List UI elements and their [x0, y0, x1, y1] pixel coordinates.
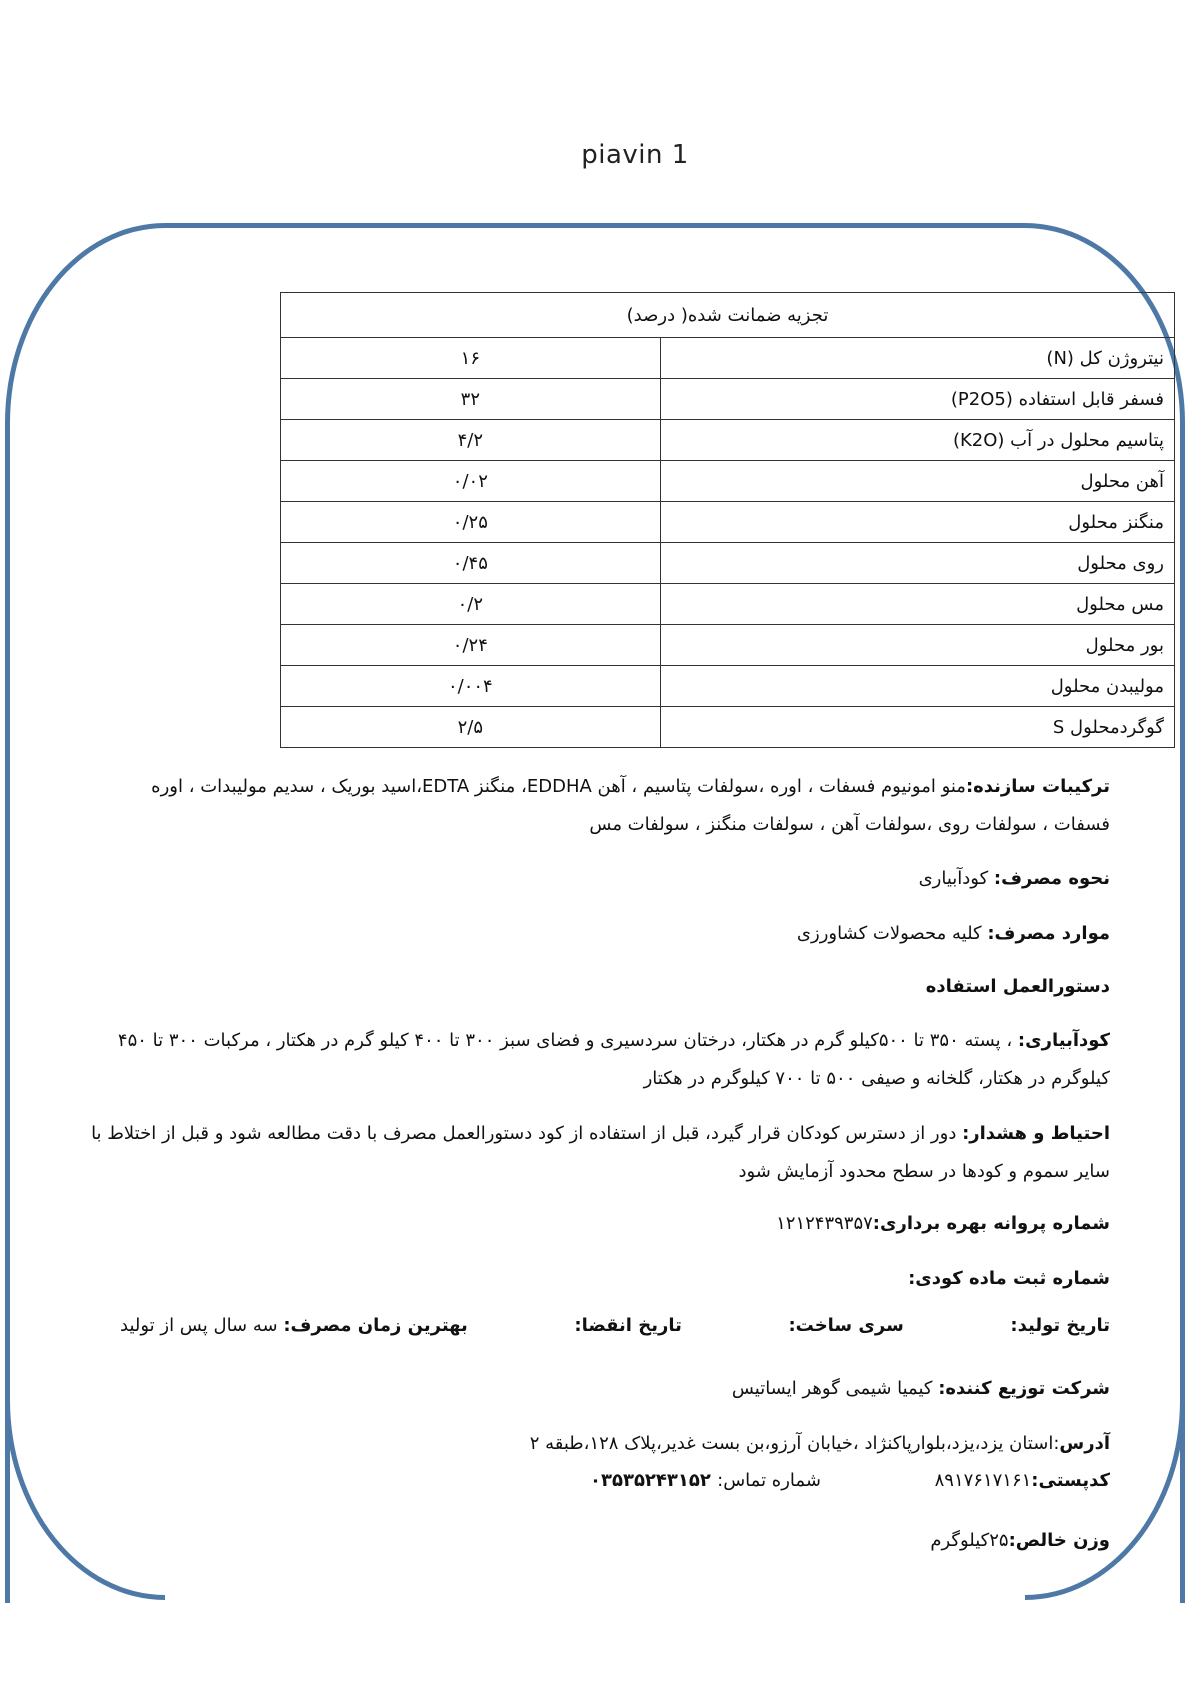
table-row: [281, 338, 1175, 379]
nutrient-name: نیتروژن کل (N): [660, 338, 1174, 379]
table-row: [281, 584, 1175, 625]
address-text: :استان یزد،یزد،بلوارپاکنژاد ،خیابان آرزو،بن بست غدیر،پلاک ۱۲۸،طبقه ۲: [529, 1433, 1060, 1454]
table-header-row: [281, 293, 1175, 338]
nutrient-value: ۰/۰۲: [281, 461, 661, 502]
table-header: تجزیه ضمانت شده( درصد): [281, 293, 1175, 338]
fertigation-text: ، پسته ۳۵۰ تا ۵۰۰کیلو گرم در هکتار، درختان سردسیری و فضای سبز ۳۰۰ تا ۴۰۰ کیلو گرم در هکتار ، مرکبات ۳۰۰ تا ۴۵۰ کیلوگرم در هکتار، گلخانه و صیفی ۵۰۰ تا ۷۰۰ کیلوگرم در هکتار: [117, 1030, 1110, 1089]
postal-label: کدپستی:: [1031, 1470, 1110, 1491]
fertigation-section: [90, 1022, 1110, 1098]
nutrient-name: روی محلول: [660, 543, 1174, 584]
address: [530, 1425, 1110, 1463]
nutrient-name: گوگردمحلول S: [660, 707, 1174, 748]
table-row: [281, 461, 1175, 502]
usage-text: کودآبیاری: [918, 868, 994, 889]
net-weight: [930, 1522, 1110, 1560]
warning-label: احتیاط و هشدار:: [962, 1123, 1110, 1144]
contact-row: [590, 1470, 1110, 1491]
nutrient-value: ۲/۵: [281, 707, 661, 748]
nutrient-name: مس محلول: [660, 584, 1174, 625]
usage-label: نحوه مصرف:: [993, 868, 1110, 889]
nutrient-value: ۴/۲: [281, 420, 661, 461]
table-row: [281, 502, 1175, 543]
license-value: ۱۲۱۲۴۳۹۳۵۷: [776, 1213, 873, 1234]
composition-text: منو امونیوم فسفات ، اوره ،سولفات پتاسیم ، آهن EDDHA، منگنز EDTA،اسید بوریک ، سدیم مولیبدات ، اوره فسفات ، سولفات روی ،سولفات آهن ، سولفات منگنز ، سولفات مس: [151, 776, 1110, 835]
nutrient-name: فسفر قابل استفاده (P2O5): [660, 379, 1174, 420]
nutrient-name: منگنز محلول: [660, 502, 1174, 543]
production-date-label: تاریخ تولید:: [1010, 1315, 1110, 1336]
usage-method: [919, 860, 1110, 898]
guaranteed-analysis-table: [280, 292, 1175, 748]
postal-code: [935, 1470, 1110, 1491]
composition-label: ترکیبات سازنده:: [965, 776, 1110, 797]
table-row: [281, 543, 1175, 584]
product-title: piavin 1: [581, 140, 689, 170]
table-row: [281, 707, 1175, 748]
best-use-label: بهترین زمان مصرف:: [283, 1315, 468, 1336]
instructions-heading: دستورالعمل استفاده: [925, 976, 1110, 997]
postal-value: ۸۹۱۷۶۱۷۱۶۱: [934, 1470, 1032, 1491]
table-row: [281, 666, 1175, 707]
nutrient-value: ۰/۴۵: [281, 543, 661, 584]
usage-scope: [797, 915, 1110, 953]
nutrient-name: مولیبدن محلول: [660, 666, 1174, 707]
warning-text: دور از دسترس کودکان قرار گیرد، قبل از استفاده از کود دستورالعمل مصرف با دقت مطالعه شود و قبل از اختلاط با سایر سموم و کودها در سطح محدود آزمایش شود: [91, 1123, 1110, 1182]
dates-row: [120, 1315, 1110, 1336]
nutrient-value: ۰/۰۰۴: [281, 666, 661, 707]
scope-label: موارد مصرف:: [987, 923, 1110, 944]
table-row: [281, 379, 1175, 420]
fertigation-label: کودآبیاری:: [1017, 1030, 1110, 1051]
batch-label: سری ساخت:: [788, 1315, 904, 1336]
phone-label: شماره تماس:: [717, 1470, 821, 1491]
table-row: [281, 625, 1175, 666]
distributor: [732, 1370, 1110, 1408]
weight-value: ۲۵کیلوگرم: [930, 1530, 1009, 1551]
weight-label: وزن خالص:: [1008, 1530, 1110, 1551]
address-label: آدرس: [1059, 1433, 1110, 1454]
warning-section: [90, 1115, 1110, 1191]
expiry-date-label: تاریخ انقضا:: [574, 1315, 682, 1336]
nutrient-value: ۰/۲۵: [281, 502, 661, 543]
nutrient-value: ۳۲: [281, 379, 661, 420]
distributor-label: شرکت توزیع کننده:: [938, 1378, 1110, 1399]
registration-label: شماره ثبت ماده کودی:: [908, 1268, 1110, 1289]
distributor-name: کیمیا شیمی گوهر ایساتیس: [731, 1378, 939, 1399]
nutrient-value: ۰/۲۴: [281, 625, 661, 666]
license-label: شماره پروانه بهره برداری:: [872, 1213, 1110, 1234]
registration-number: [908, 1260, 1110, 1298]
best-use-time: [120, 1315, 468, 1336]
phone-number: [590, 1470, 821, 1491]
table-row: [281, 420, 1175, 461]
nutrient-name: بور محلول: [660, 625, 1174, 666]
nutrient-name: آهن محلول: [660, 461, 1174, 502]
license-number: [776, 1205, 1110, 1243]
nutrient-value: ۱۶: [281, 338, 661, 379]
scope-text: کلیه محصولات کشاورزی: [796, 923, 988, 944]
nutrient-name: پتاسیم محلول در آب (K2O): [660, 420, 1174, 461]
phone-value: ۰۳۵۳۵۲۴۳۱۵۲: [590, 1470, 718, 1491]
composition-section: [90, 768, 1110, 844]
best-use-value: سه سال پس از تولید: [120, 1315, 284, 1336]
nutrient-value: ۰/۲: [281, 584, 661, 625]
